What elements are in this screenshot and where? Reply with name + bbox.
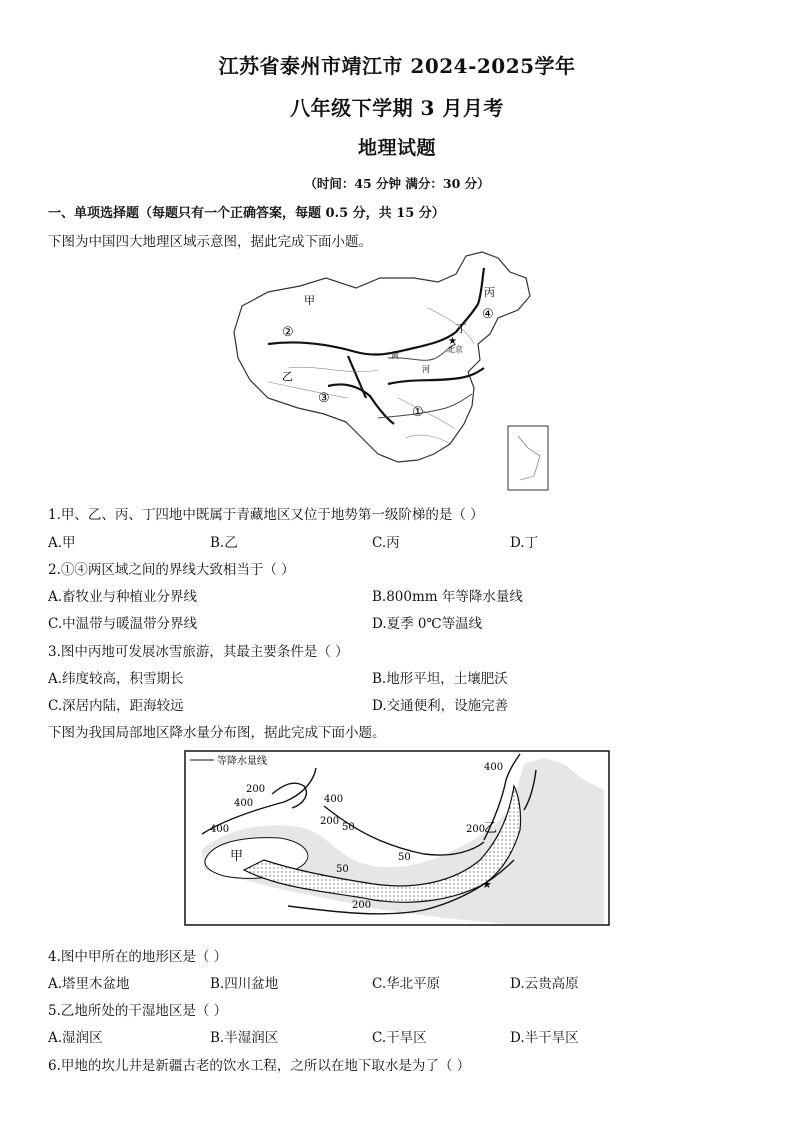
map2-label-50-b: 50 (398, 852, 411, 863)
map1-label-jia: 甲 (304, 294, 315, 307)
map1-intro: 下图为中国四大地理区域示意图，据此完成下面小题。 (48, 234, 372, 250)
exam-title-line1: 江苏省泰州市靖江市 2024-2025学年 (218, 54, 576, 78)
q2-option-a: A.畜牧业与种植业分界线 (48, 589, 198, 605)
q1-option-a: A.甲 (48, 535, 76, 551)
q4-stem: 4.图中甲所在的地形区是（ ） (48, 949, 228, 965)
q3-option-b: B.地形平坦，土壤肥沃 (372, 671, 508, 687)
q3-stem: 3.图中丙地可发展冰雪旅游，其最主要条件是（ ） (48, 644, 349, 660)
south-china-sea-inset (508, 426, 548, 490)
q1-option-b: B.乙 (210, 535, 238, 551)
map2-label-50-a: 50 (342, 822, 355, 833)
q4-option-d: D.云贵高原 (510, 976, 579, 992)
q4-option-a: A.塔里木盆地 (48, 976, 130, 992)
q2-option-b: B.800mm 年等降水量线 (372, 589, 523, 605)
q1-stem: 1.甲、乙、丙、丁四地中既属于青藏地区又位于地势第一级阶梯的是（ ） (48, 507, 484, 523)
q5-stem: 5.乙地所处的干湿地区是（ ） (48, 1003, 228, 1019)
q5-option-c: C.干旱区 (372, 1030, 427, 1046)
q3-option-d: D.交通便利，设施完善 (372, 698, 509, 714)
q4-option-b: B.四川盆地 (210, 976, 279, 992)
map2-label-200-east: 200 (466, 824, 486, 835)
map2-label-400-w2: 400 (210, 824, 230, 835)
map1-label-r3: ③ (318, 391, 330, 406)
map1-label-r2: ② (282, 325, 294, 340)
exam-title-line2: 八年级下学期 3 月月考 (290, 96, 504, 120)
map2-label-50-c: 50 (336, 864, 349, 875)
map2-label-400-mid: 400 (324, 794, 344, 805)
exam-time-score: （时间：45 分钟 满分：30 分） (304, 176, 490, 191)
map1-label-ding: 丁 (456, 322, 467, 335)
q1-option-c: C.丙 (372, 535, 400, 551)
q4-option-c: C.华北平原 (372, 976, 441, 992)
q5-option-b: B.半湿润区 (210, 1030, 279, 1046)
map2-label-200-mid: 200 (320, 816, 340, 827)
map2-intro: 下图为我国局部地区降水量分布图，据此完成下面小题。 (48, 725, 386, 741)
map2-label-400-w1: 400 (234, 798, 254, 809)
q2-stem: 2.①④两区域之间的界线大致相当于（ ） (48, 562, 295, 578)
yangtze-river (378, 394, 472, 418)
map1-label-huang: 黄 (391, 351, 399, 360)
section-heading: 一、单项选择题（每题只有一个正确答案，每题 0.5 分，共 15 分） (48, 206, 445, 221)
q2-option-d: D.夏季 0℃等温线 (372, 616, 483, 632)
china-outline (234, 252, 530, 462)
map1-label-beijing: 北京 (447, 345, 463, 354)
qinghai-tibet-boundary (328, 384, 394, 424)
china-regions-map (228, 248, 568, 500)
q3-option-a: A.纬度较高，积雪期长 (48, 671, 184, 687)
map2-label-400-ne: 400 (484, 762, 504, 773)
map2-legend-label: 等降水量线 (217, 756, 267, 767)
q2-option-c: C.中温带与暖温带分界线 (48, 616, 198, 632)
map1-label-bing: 丙 (484, 286, 495, 299)
west-boundary (348, 356, 366, 398)
map1-label-r1: ① (412, 405, 424, 420)
precipitation-map (184, 750, 610, 926)
map1-label-he: 河 (422, 365, 430, 374)
map2-label-jia: 甲 (230, 849, 244, 864)
map1-label-r4: ④ (482, 307, 494, 322)
q5-option-a: A.湿润区 (48, 1030, 103, 1046)
q6-stem: 6.甲地的坎儿井是新疆古老的饮水工程，之所以在地下取水是为了（ ） (48, 1058, 471, 1074)
map2-label-200-south: 200 (352, 900, 372, 911)
map1-label-yi: 乙 (282, 370, 293, 383)
exam-subject-title: 地理试题 (357, 137, 436, 159)
map2-label-yi: 乙 (484, 821, 498, 836)
q3-option-c: C.深居内陆，距海较远 (48, 698, 184, 714)
map2-label-200-w1: 200 (246, 784, 266, 795)
q5-option-d: D.半干旱区 (510, 1030, 579, 1046)
star-icon: ★ (482, 878, 492, 891)
q1-option-d: D.丁 (510, 535, 539, 551)
beijing-star-icon: ★ (448, 336, 457, 347)
